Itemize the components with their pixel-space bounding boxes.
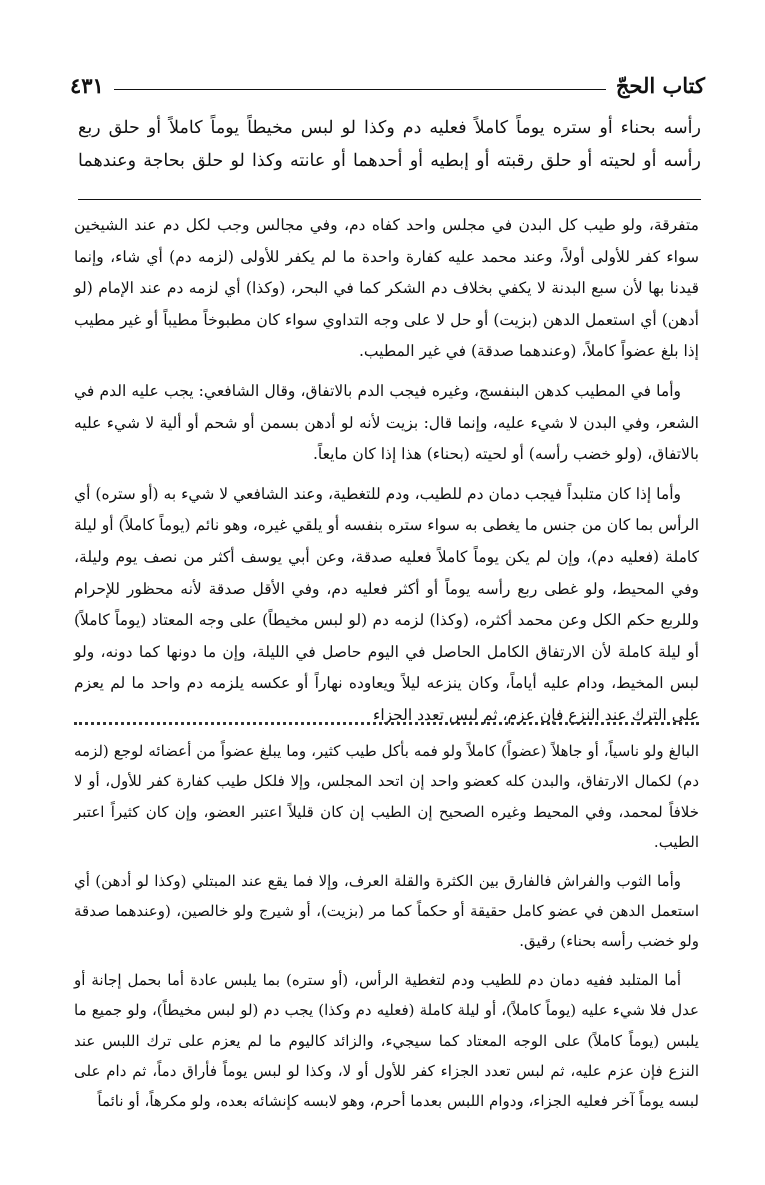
commentary-paragraph: وأما في المطيب كدهن البنفسج، وغيره فيجب الدم بالاتفاق، وقال الشافعي: يجب عليه الدم في الشعر، وفي البدن لا شيء عليه، وإنما قال: بزيت لأنه لو أدهن بسمن أو شحم أو ألية لا شيء عليه بالاتفاق، (ولو خضب رأسه) أو لحيته (بحناء) هذا إذا كان مايعاً.	[74, 381, 699, 464]
chapter-title: كتاب الحجّ	[615, 73, 705, 98]
footnote-paragraph: وأما الثوب والفراش فالفارق بين الكثرة والقلة العرف، وإلا فما يقع عند المبتلي (وكذا لو أدهن) أي استعمل الدهن في عضو كامل حقيقة أو حكماً كما مر (بزيت)، أو شيرج ولو خالصين، (وعندهما صدقة ولو خضب رأسه بحناء) رقيق.	[74, 871, 699, 951]
footnote-paragraph: البالغ ولو ناسياً، أو جاهلاً (عضواً) كاملاً ولو فمه بأكل طيب كثير، وما يبلغ عضواً من أعضائه لوجع (لزمه دم) لكمال الارتفاق، والبدن كله كعضو واحد إن اتحد المجلس، وإلا فلكل طيب كفارة كفر للأول، أو لا خلافاً لمحمد، وفي المحيط وغيره الصحيح إن الطيب إن كان قليلاً اعتبر العضو، وإن كان كثيراً اعتبر الطيب.	[74, 742, 699, 852]
main-text-line: رأسه أو لحيته أو حلق رقبته أو إبطيه أو أحدهما أو عانته وكذا لو حلق بحاجة وعندهما	[78, 151, 701, 171]
footnote-commentary	[74, 736, 699, 1125]
main-text	[78, 112, 701, 178]
header-rule	[114, 89, 606, 90]
commentary-paragraph: متفرقة، ولو طيب كل البدن في مجلس واحد كفاه دم، وفي مجالس وجب لكل دم عند الشيخين سواء كفر للأولى أولاً، وعند محمد عليه كفارة واحدة ما لم يكفر للأولى (لزمه دم) أي شاء، وإنما قيدنا بها لأن سبع البدنة لا يكفي بخلاف دم الشكر كما في البحر، (وكذا) أي لزمه دم عند الإمام (لو أدهن) أي استعمل الدهن (بزيت) أو حل لا على وجه التداوي سواء كان مطبوخاً مطيباً أو غير مطيب إذا بلغ عضواً كاملاً، (وعندهما صدقة) في غير المطيب.	[74, 216, 699, 361]
footnote-paragraph: أما المتلبد ففيه دمان دم للطيب ودم لتغطية الرأس، (أو ستره) بما يلبس عادة أما بحمل إجانة أو عدل فلا شيء عليه (يوماً كاملاً)، أو ليلة كاملة (فعليه دم وكذا) يجب دم (لو لبس مخيطاً)، ولو جميع ما يلبس (يوماً كاملاً) على الوجه المعتاد كما سيجيء، والزائد كاليوم ما لم يعزم على ترك اللبس عند النزع فإن عزم عليه، ثم لبس تعدد الجزاء كفر للأول أو لا، وكذا لو لبس يوماً فأراق دماً، ثم دام على لبسه يوماً آخر فعليه الجزاء، ودوام اللبس بعدما أحرم، وهو لابسه كإنشائه بعده، ولو مكرهاً، أو نائماً	[74, 970, 699, 1111]
commentary	[74, 210, 699, 740]
page-header	[70, 62, 705, 98]
commentary-paragraph: وأما إذا كان متلبداً فيجب دمان دم للطيب، ودم للتغطية، وعند الشافعي لا شيء به (أو ستره) أي الرأس بما كان من جنس ما يغطى به سواء ستره بنفسه أو يلقي غيره، وهو نائم (يوماً كاملاً) أو ليلة كاملة (فعليه دم)، وإن لم يكن يوماً كاملاً فعليه صدقة، وعن أبي يوسف أكثر من نصف يوم وليلة، وفي المحيط، ولو غطى ربع رأسه يوماً أو أكثر فعليه دم، وفي الأقل صدقة لأنه محظور للإحرام وللربع حكم الكل وعن محمد أكثره، (وكذا) لزمه دم (لو لبس مخيطاً) على وجه المعتاد (يوماً كاملاً) أو ليلة كاملة لأن الارتفاق الكامل الحاصل في اليوم حاصل في الليلة، وإن ما دونها كما دونه، ولو لبس المخيط، ودام عليه أياماً، وكان ينزعه ليلاً ويعاوده نهاراً أو عكسه يلزمه دم واحد ما لم يعزم على الترك عند النزع فإن عزم، ثم لبس تعدد الجزاء	[74, 484, 699, 724]
page-number: ٤٣١	[70, 73, 104, 98]
main-text-line: رأسه بحناء أو ستره يوماً كاملاً فعليه دم وكذا لو لبس مخيطاً يوماً كاملاً أو حلق ربع	[78, 118, 701, 138]
section-divider	[78, 199, 701, 200]
dotted-divider	[74, 722, 699, 735]
